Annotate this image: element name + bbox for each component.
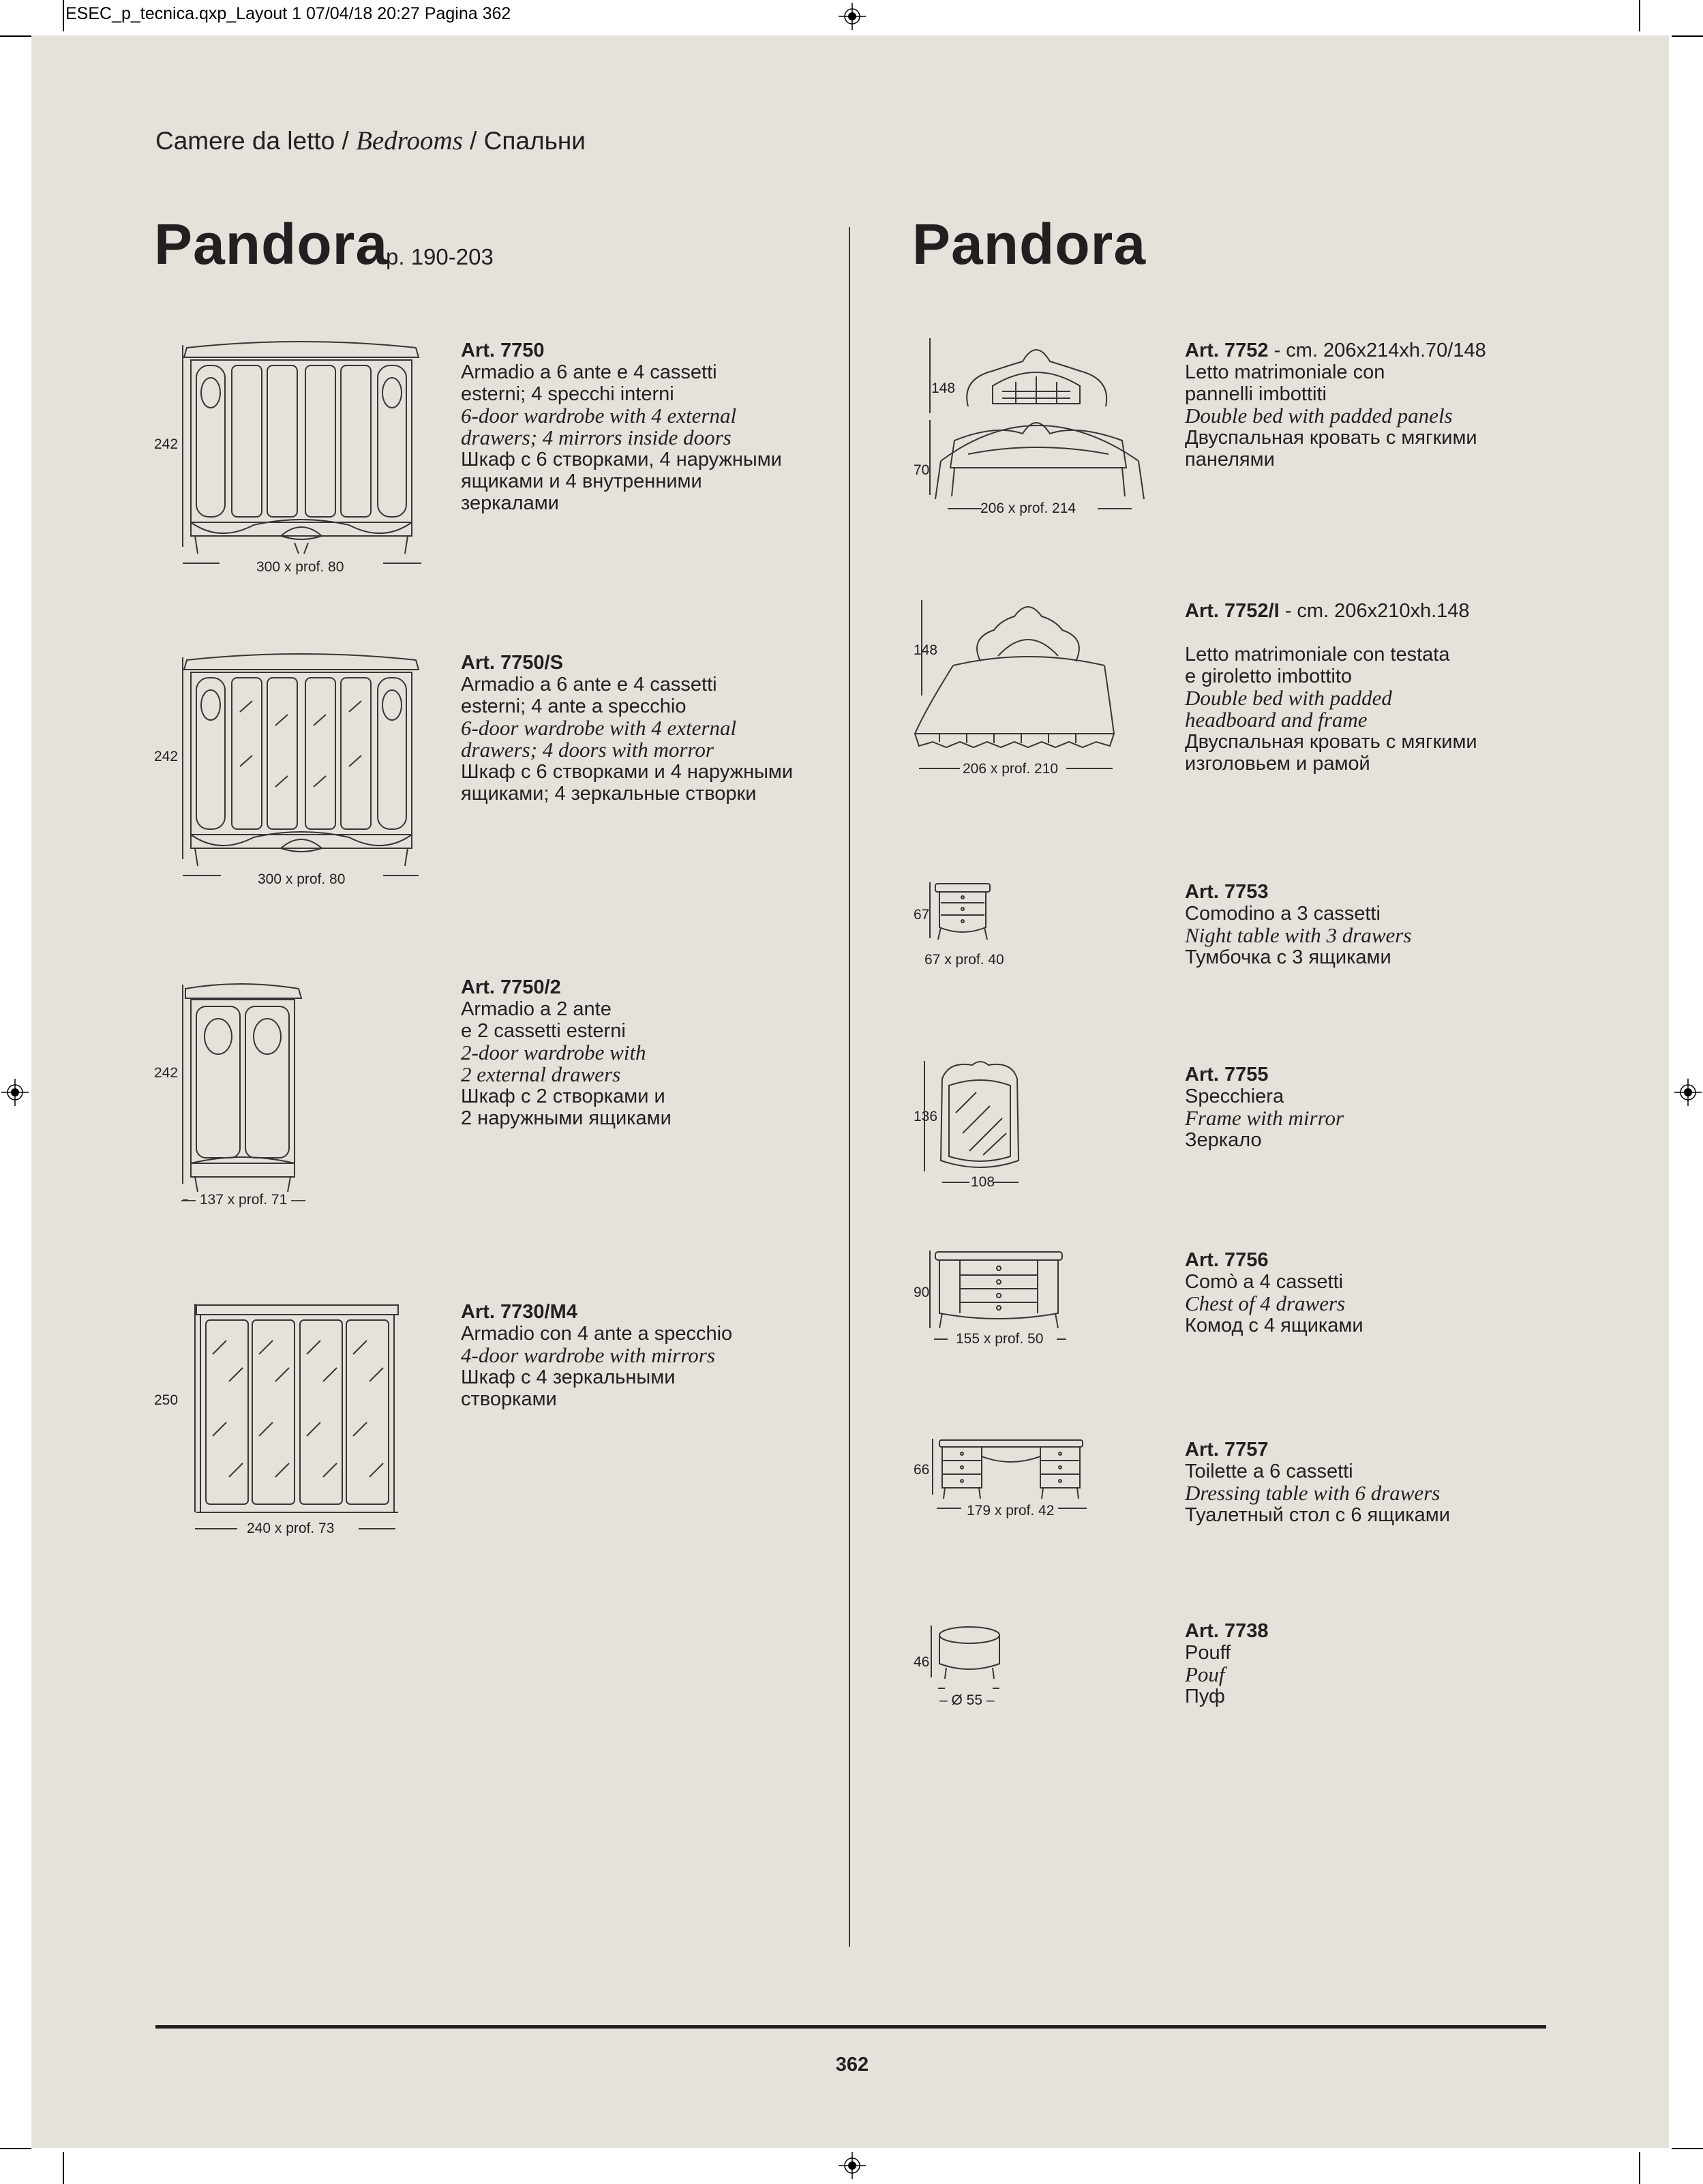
crop-mark <box>1639 2152 1640 2184</box>
width-dimension: 240 x prof. 73 <box>247 1521 335 1536</box>
description-line-ru: Зеркало <box>1185 1129 1262 1151</box>
crop-mark <box>1672 35 1703 37</box>
height-dimension: 46 <box>914 1654 930 1670</box>
crop-mark <box>0 35 31 37</box>
padded-bed-icon <box>912 600 1117 771</box>
description-line-ru: Тумбочка с 3 ящиками <box>1185 946 1391 968</box>
right-title: Pandora <box>912 212 1147 276</box>
description-line-ru: Двуспальная кровать с мягкими <box>1185 731 1477 753</box>
description-line-ru: Шкаф с 6 створками и 4 наружными <box>461 761 794 783</box>
description-line-it: Comodino a 3 cassetti <box>1185 903 1381 925</box>
section-italian: Camere da letto / <box>155 127 357 155</box>
article-number: Art. 7738 <box>1185 1620 1269 1642</box>
description-line-it: Letto matrimoniale con <box>1185 361 1385 383</box>
crop-mark <box>1639 0 1640 31</box>
height-dimension: 66 <box>914 1462 930 1478</box>
night-table-icon <box>929 880 997 948</box>
dressing-table-icon <box>931 1436 1091 1511</box>
description-line-it: Comò a 4 cassetti <box>1185 1271 1344 1293</box>
description-line-it: Armadio a 6 ante e 4 cassetti <box>461 674 717 695</box>
description-line-en: 6-door wardrobe with 4 external <box>461 716 737 740</box>
column-divider <box>849 227 850 1947</box>
registration-mark-icon <box>1674 1079 1702 1106</box>
description-line-en: 2-door wardrobe with <box>461 1041 646 1064</box>
description-line-it: pannelli imbottiti <box>1185 383 1327 405</box>
description-line-ru: створками <box>461 1388 557 1410</box>
description-line-en: drawers; 4 doors with morror <box>461 738 714 762</box>
description-line-ru: Шкаф с 6 створками, 4 наружными <box>461 449 782 470</box>
description-line-en: Double bed with padded panels <box>1185 404 1453 428</box>
wardrobe-4-mirror-icon <box>188 1300 406 1546</box>
crop-mark <box>1672 2148 1703 2149</box>
description-line-ru: 2 наружными ящиками <box>461 1107 672 1129</box>
description-line-it: Armadio con 4 ante a specchio <box>461 1323 733 1345</box>
product-description <box>1185 340 1486 470</box>
product-description <box>1185 1249 1363 1336</box>
crop-mark <box>63 0 64 31</box>
description-line-en: Double bed with padded <box>1185 686 1392 710</box>
wardrobe-6-door-icon <box>179 338 424 578</box>
crop-mark <box>0 2148 31 2149</box>
section-heading <box>155 125 586 156</box>
height-dimension: 148 <box>931 380 956 396</box>
section-russian: / Спальни <box>462 127 586 155</box>
description-line-ru: Комод с 4 ящиками <box>1185 1315 1363 1336</box>
product-description <box>1185 881 1411 968</box>
description-line-ru: Туалетный стол с 6 ящиками <box>1185 1504 1450 1526</box>
height-dimension: 136 <box>914 1109 938 1124</box>
article-number: Art. 7750/2 <box>461 976 561 998</box>
description-line-ru: зеркалами <box>461 492 559 514</box>
description-line-it: Specchiera <box>1185 1086 1284 1107</box>
width-dimension: – Ø 55 – <box>939 1692 995 1708</box>
article-number: Art. 7730/M4 <box>461 1301 577 1323</box>
article-number: Art. 7750/S <box>461 652 563 674</box>
description-line-en: Chest of 4 drawers <box>1185 1291 1346 1315</box>
width-dimension: 300 x prof. 80 <box>258 871 346 887</box>
article-number: Art. 7753 <box>1185 881 1269 903</box>
description-line-en: headboard and frame <box>1185 708 1368 732</box>
description-line-it: esterni; 4 ante a specchio <box>461 695 687 717</box>
page-reference: p. 190-203 <box>386 244 494 269</box>
product-description <box>1185 1439 1450 1526</box>
description-line-it: esterni; 4 specchi interni <box>461 383 674 405</box>
product-description <box>1185 600 1477 775</box>
description-spacer <box>1185 622 1477 644</box>
registration-mark-icon <box>839 2152 866 2179</box>
registration-mark-icon <box>1 1079 29 1106</box>
page-number: 362 <box>835 2054 869 2076</box>
print-slug: ESEC_p_tecnica.qxp_Layout 1 07/04/18 20:27 Pagina 362 <box>65 4 511 23</box>
height-dimension: 242 <box>154 436 179 452</box>
width-dimension: 67 x prof. 40 <box>924 952 1004 968</box>
description-line-ru: ящиками; 4 зеркальные створки <box>461 783 757 805</box>
description-line-en: 4-door wardrobe with mirrors <box>461 1343 715 1367</box>
section-english: Bedrooms <box>356 126 463 155</box>
description-line-ru: панелями <box>1185 449 1275 470</box>
description-line-en: drawers; 4 mirrors inside doors <box>461 425 732 449</box>
footboard-height-dimension: 70 <box>914 462 930 478</box>
description-line-ru: ящиками и 4 внутренними <box>461 470 702 492</box>
description-line-it: Letto matrimoniale con testata <box>1185 644 1450 665</box>
description-line-it: e 2 cassetti esterni <box>461 1020 626 1042</box>
article-number: Art. 7756 <box>1185 1249 1269 1271</box>
product-description <box>461 340 782 514</box>
product-description <box>461 652 793 805</box>
width-dimension: 155 x prof. 50 <box>956 1331 1044 1347</box>
description-line-en: Night table with 3 drawers <box>1185 923 1412 947</box>
description-line-en: Dressing table with 6 drawers <box>1185 1481 1441 1505</box>
article-number: Art. 7752 - cm. 206x214xh.70/148 <box>1185 340 1486 361</box>
article-number: Art. 7755 <box>1185 1064 1269 1086</box>
width-dimension: 206 x prof. 210 <box>963 761 1059 777</box>
description-line-en: Frame with mirror <box>1185 1106 1344 1130</box>
wardrobe-2-door-icon <box>179 979 308 1211</box>
description-line-ru: Шкаф с 4 зеркальными <box>461 1366 676 1388</box>
height-dimension: 250 <box>154 1392 179 1408</box>
product-description <box>461 1301 732 1410</box>
description-line-ru: изголовьем и рамой <box>1185 753 1370 775</box>
product-description <box>1185 1064 1344 1151</box>
width-dimension: 206 x prof. 214 <box>980 500 1076 516</box>
description-line-it: Toilette a 6 cassetti <box>1185 1461 1353 1482</box>
description-line-it: Pouff <box>1185 1642 1231 1664</box>
article-number: Art. 7757 <box>1185 1439 1269 1461</box>
height-dimension: 148 <box>914 642 938 658</box>
description-line-it: Armadio a 6 ante e 4 cassetti <box>461 361 717 383</box>
description-line-en: 2 external drawers <box>461 1062 621 1086</box>
description-line-it: e giroletto imbottito <box>1185 665 1353 687</box>
description-line-ru: Двуспальная кровать с мягкими <box>1185 427 1477 449</box>
width-dimension: 300 x prof. 80 <box>256 559 344 575</box>
pouf-icon <box>930 1623 1005 1691</box>
left-title: Pandora <box>154 212 389 276</box>
height-dimension: 242 <box>154 1065 179 1081</box>
width-dimension: 179 x prof. 42 <box>967 1503 1055 1519</box>
article-number: Art. 7752/I - cm. 206x210xh.148 <box>1185 600 1470 622</box>
chest-of-drawers-icon <box>927 1248 1070 1343</box>
product-description <box>461 976 672 1129</box>
product-description <box>1185 1620 1269 1707</box>
width-dimension: — 137 x prof. 71 — <box>181 1192 306 1208</box>
description-line-en: 6-door wardrobe with 4 external <box>461 404 737 428</box>
description-line-en: Pouf <box>1185 1662 1225 1686</box>
footer-rule <box>155 2025 1546 2029</box>
registration-mark-icon <box>839 3 866 30</box>
article-number: Art. 7750 <box>461 340 545 361</box>
description-line-ru: Пуф <box>1185 1686 1225 1707</box>
width-dimension: 108 <box>971 1174 995 1190</box>
description-line-it: Armadio a 2 ante <box>461 998 612 1020</box>
crop-mark <box>63 2152 64 2184</box>
height-dimension: 67 <box>914 907 930 923</box>
height-dimension: 90 <box>914 1285 930 1300</box>
wardrobe-6-door-mirror-icon <box>179 650 424 891</box>
height-dimension: 242 <box>154 749 179 764</box>
description-line-ru: Шкаф с 2 створками и <box>461 1086 665 1107</box>
